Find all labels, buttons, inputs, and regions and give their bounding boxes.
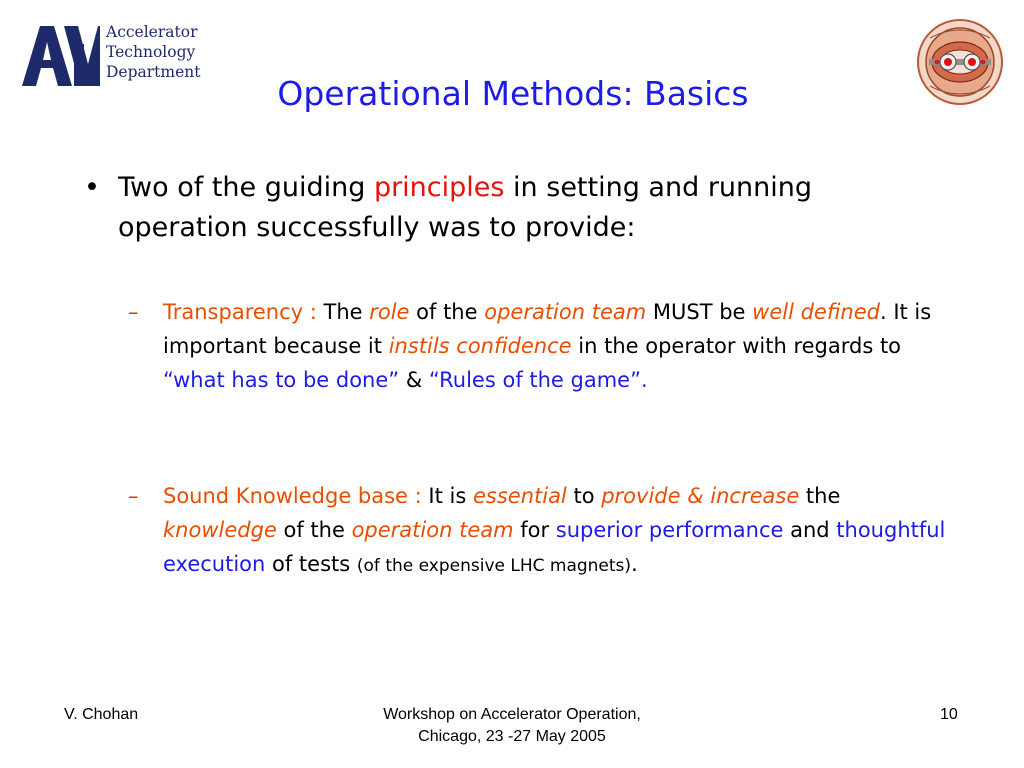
- logo-line-2: Technology: [106, 43, 196, 61]
- sub-bullet-text: [163, 295, 953, 397]
- bullet-dot-icon: •: [84, 172, 100, 203]
- text-run: of the: [409, 300, 485, 324]
- bullet-text-1: Two of the guiding: [118, 172, 374, 203]
- footer-page-number: 10: [940, 706, 958, 723]
- footer-event-line-2: Chicago, 23 -27 May 2005: [418, 728, 606, 745]
- text-run: in the operator with regards to: [571, 334, 902, 358]
- sub-label: Sound Knowledge base :: [163, 484, 429, 508]
- text-run: for: [513, 518, 556, 542]
- dash-icon: –: [128, 484, 139, 508]
- text-run: of the: [276, 518, 352, 542]
- text-run: and: [783, 518, 837, 542]
- emphasis-run: operation team: [351, 518, 514, 542]
- highlight-run: superior performance: [555, 518, 784, 542]
- main-bullet-text: [118, 168, 918, 248]
- text-run: MUST be: [646, 300, 753, 324]
- emphasis-run: operation team: [484, 300, 647, 324]
- logo-line-1: Accelerator: [106, 23, 198, 41]
- quote-run: “Rules of the game”.: [428, 368, 648, 392]
- emphasis-run: essential: [472, 484, 567, 508]
- text-run: . It is important because it: [163, 300, 932, 358]
- footer-author: V. Chohan: [64, 706, 139, 723]
- sub-label: Transparency :: [163, 300, 324, 324]
- footer-event-line-1: Workshop on Accelerator Operation,: [383, 706, 641, 723]
- emphasis-run: knowledge: [163, 518, 277, 542]
- logo-wordmark: [106, 22, 200, 82]
- text-run: It is: [428, 484, 473, 508]
- highlight-run: thoughtful execution: [163, 518, 946, 576]
- quote-run: “what has to be done”: [163, 368, 400, 392]
- emphasis-run: role: [369, 300, 410, 324]
- text-run: &: [399, 368, 429, 392]
- text-run: the: [799, 484, 841, 508]
- logo-line-3: Department: [106, 63, 201, 81]
- footer-event: [312, 704, 712, 748]
- emphasis-run: well defined: [752, 300, 880, 324]
- text-run: to: [566, 484, 602, 508]
- dash-icon: –: [128, 300, 139, 324]
- emphasis-run: provide & increase: [601, 484, 800, 508]
- bullet-text-3: in setting and running operation successfully was to provide:: [118, 172, 813, 243]
- text-run: of tests: [265, 552, 357, 576]
- slide-title: Operational Methods: Basics: [277, 74, 749, 113]
- sub-bullet-text: [163, 479, 953, 583]
- text-run: The: [323, 300, 370, 324]
- bullet-keyword-principles: principles: [373, 172, 505, 203]
- text-run: .: [631, 552, 638, 576]
- parenthetical-run: (of the expensive LHC magnets): [356, 556, 632, 576]
- emphasis-run: instils confidence: [388, 334, 572, 358]
